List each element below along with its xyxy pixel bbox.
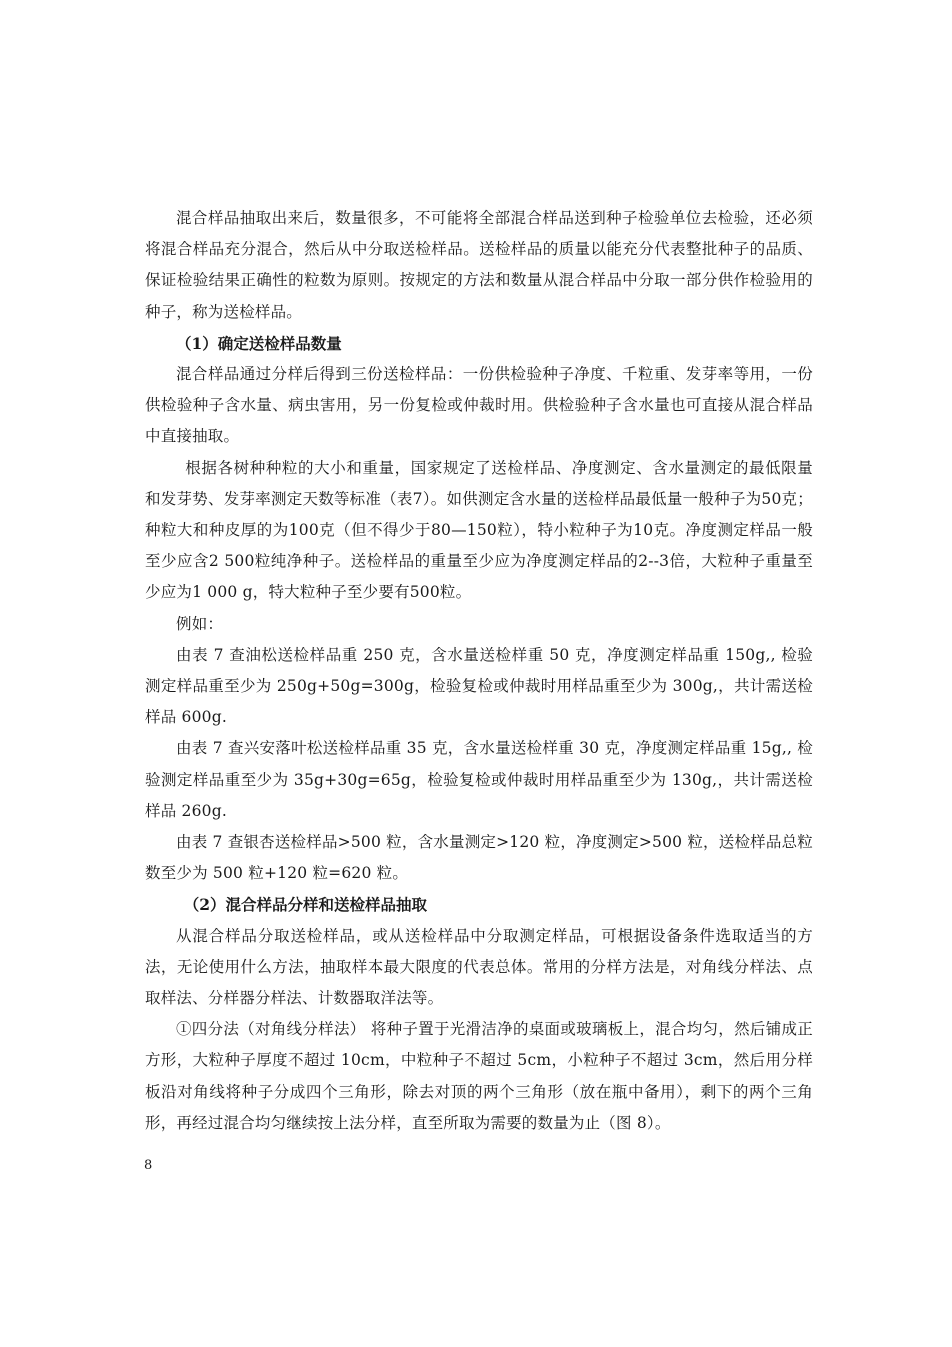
section-heading-2: （2）混合样品分样和送检样品抽取 bbox=[183, 895, 428, 915]
paragraph-three-samples: 混合样品通过分样后得到三份送检样品：一份供检验种子净度、千粒重、发芽率等用，一份供检验种子含水量、病虫害用，另一份复检或仲裁时用。供检验种子含水量也可直接从混合样品中直接抽取。 bbox=[145, 365, 813, 446]
paragraph-methods: 从混合样品分取送检样品，或从送检样品中分取测定样品，可根据设备条件选取适当的方法，无论使用什么方法，抽取样本最大限度的代表总体。常用的分样方法是，对角线分样法、点取样法、分样器分样法、计数器取洋法等。 bbox=[145, 926, 813, 1008]
page-number: 8 bbox=[144, 1158, 153, 1173]
page-body bbox=[145, 203, 813, 1139]
paragraph-example-yousong: 由表 7 查油松送检样品重 250 克，含水量送检样重 50 克，净度测定样品重 150g,, 检验测定样品重至少为 250g+50g=300g，检验复检或仲裁时用样品重至少为 300g,，共计需送检样品 600g. bbox=[145, 645, 813, 727]
paragraph-example-luoye: 由表 7 查兴安落叶松送检样品重 35 克，含水量送检样重 30 克，净度测定样品重 15g,, 检验测定样品重至少为 35g+30g=65g，检验复检或仲裁时用样品重至少为 130g,，共计需送检样品 260g. bbox=[145, 739, 813, 820]
section-heading-1: （1）确定送检样品数量 bbox=[176, 333, 342, 353]
paragraph-standards: 根据各树种种粒的大小和重量，国家规定了送检样品、净度测定、含水量测定的最低限量和发芽势、发芽率测定天数等标准（表7）。如供测定含水量的送检样品最低量一般种子为50克；种粒大和种皮厚的为100克（但不得少于80—150粒），特小粒种子为10克。净度测定样品一般至少应含2 500粒纯净种子。送检样品的重量至少应为净度测定样品的2--3倍，大粒种子重量至少应为1 000 g，特大粒种子至少要有500粒。 bbox=[145, 458, 813, 602]
paragraph-example-label: 例如： bbox=[176, 614, 224, 633]
paragraph-example-yinxing: 由表 7 查银杏送检样品>500 粒，含水量测定>120 粒，净度测定>500 粒，送检样品总粒数至少为 500 粒+120 粒=620 粒。 bbox=[145, 833, 813, 883]
paragraph-intro: 混合样品抽取出来后，数量很多，不可能将全部混合样品送到种子检验单位去检验，还必须将混合样品充分混合，然后从中分取送检样品。送检样品的质量以能充分代表整批种子的品质、保证检验结果正确性的粒数为原则。按规定的方法和数量从混合样品中分取一部分供作检验用的种子，称为送检样品。 bbox=[145, 209, 813, 321]
paragraph-quartering: ①四分法（对角线分样法） 将种子置于光滑洁净的桌面或玻璃板上，混合均匀，然后铺成正方形，大粒种子厚度不超过 10cm，中粒种子不超过 5cm，小粒种子不超过 3cm，然后用分样板沿对角线将种子分成四个三角形，除去对顶的两个三角形（放在瓶中备用），剩下的两个三角形，再经过混合均匀继续按上法分样，直至所取为需要的数量为止（图 8）。 bbox=[145, 1020, 813, 1132]
